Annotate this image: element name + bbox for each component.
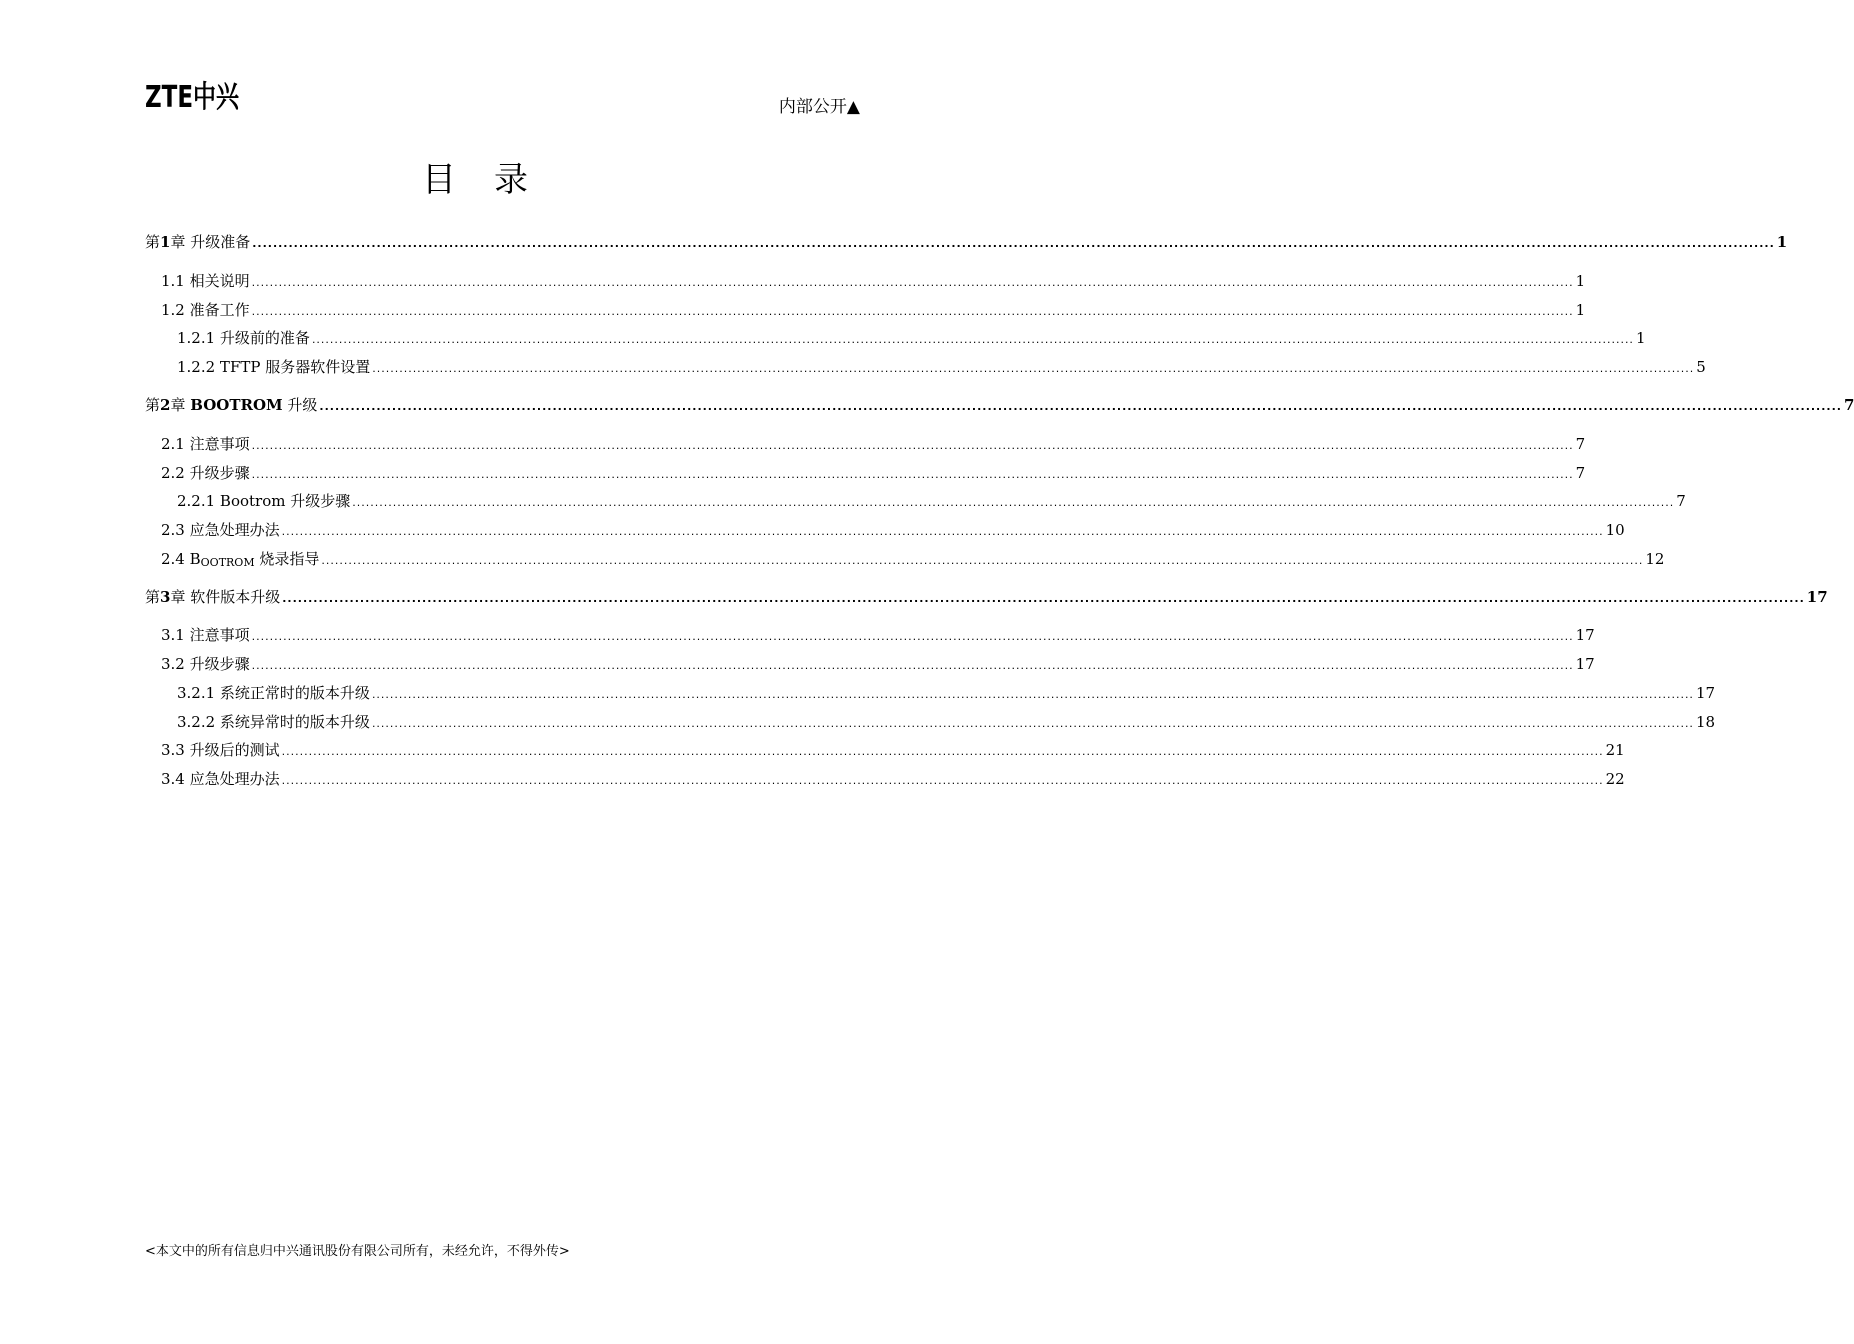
- toc-entry[interactable]: 3.1 注意事项 ..... 17: [161, 624, 850, 648]
- svg-text:ZTE中兴: ZTE中兴: [145, 80, 240, 115]
- toc-page: 1: [1776, 233, 1788, 251]
- footer-notice: <本文中的所有信息归中兴通讯股份有限公司所有，未经允许，不得外传>: [145, 1244, 570, 1259]
- toc-entry[interactable]: 2.1 注意事项 ..... 7: [161, 433, 850, 457]
- toc-chapter-2[interactable]: 第2章 BOOTROM 升级 ..... 7: [145, 394, 859, 418]
- toc-entry[interactable]: 3.4 应急处理办法 ..... 22: [161, 768, 850, 792]
- toc-label: 第2章 BOOTROM 升级: [145, 396, 318, 414]
- toc-entry[interactable]: 2.4 BOOTROM 烧录指导 ..... 12: [161, 548, 853, 572]
- page-title: 目录: [422, 160, 566, 200]
- toc-label: 第3章 软件版本升级: [145, 588, 281, 606]
- toc-entry[interactable]: 2.2 升级步骤 ..... 7: [161, 462, 850, 486]
- toc-label: 第1章 升级准备: [145, 233, 251, 251]
- toc-entry[interactable]: 3.2 升级步骤 ..... 17: [161, 653, 850, 677]
- toc-entry[interactable]: 1.2 准备工作 ..... 1: [161, 299, 850, 323]
- toc-chapter-1[interactable]: [145, 231, 1788, 255]
- toc-entry[interactable]: 2.3 应急处理办法 ..... 10: [161, 519, 850, 543]
- toc-entry[interactable]: 3.3 升级后的测试 ..... 21: [161, 739, 850, 763]
- toc-leader: [252, 237, 1775, 250]
- toc-chapter-3[interactable]: 第3章 软件版本升级 ..... 17: [145, 586, 852, 610]
- toc-entry[interactable]: 1.2.1 升级前的准备 ..... 1: [177, 327, 850, 351]
- toc-entry[interactable]: 1.1 相关说明 ..... 1: [161, 270, 850, 294]
- classification-label: 内部公开▲: [778, 97, 860, 117]
- toc-entry[interactable]: 2.2.1 Bootrom 升级步骤 ..... 7: [177, 490, 850, 514]
- toc-entry[interactable]: 3.2.1 系统正常时的版本升级 ..... 17: [177, 682, 849, 706]
- toc-entry[interactable]: 1.2.2 TFTP 服务器软件设置 ..... 5: [177, 356, 845, 380]
- toc-entry[interactable]: 3.2.2 系统异常时的版本升级 ..... 18: [177, 711, 849, 735]
